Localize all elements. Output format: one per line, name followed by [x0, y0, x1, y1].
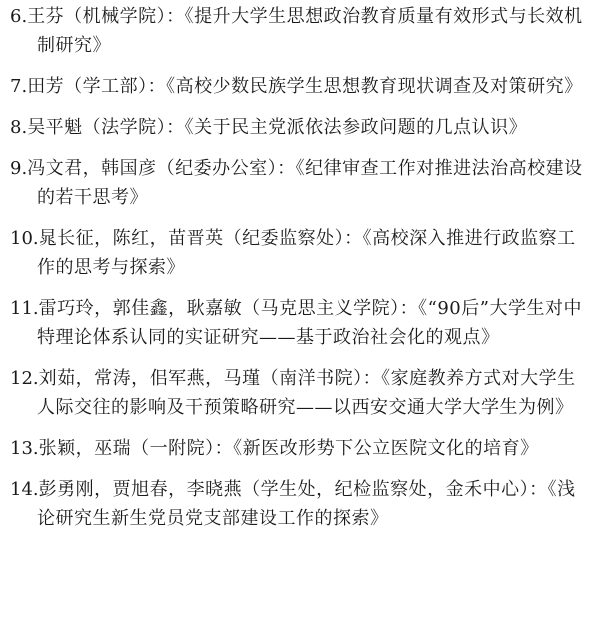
list-item — [10, 475, 594, 533]
list-item — [10, 154, 594, 212]
item-number: 10. — [10, 228, 39, 249]
item-number: 12. — [10, 368, 39, 389]
item-text: 张颖，巫瑞（一附院）：《新医改形势下公立医院文化的培育》 — [38, 438, 539, 459]
item-text: 王芬（机械学院）：《提升大学生思想政治教育质量有效形式与长效机制研究》 — [27, 6, 583, 56]
item-text: 田芳（学工部）：《高校少数民族学生思想教育现状调查及对策研究》 — [27, 76, 583, 97]
list-item — [10, 434, 594, 463]
list-item — [10, 224, 594, 282]
list-item — [10, 364, 594, 422]
item-text: 吴平魁（法学院）：《关于民主党派依法参政问题的几点认识》 — [27, 117, 528, 138]
item-text: 晁长征，陈红，苗晋英（纪委监察处）：《高校深入推进行政监察工作的思考与探索》 — [37, 228, 576, 278]
item-number: 6. — [10, 6, 28, 27]
item-number: 11. — [10, 298, 39, 319]
item-number: 7. — [10, 76, 28, 97]
document-list — [10, 2, 594, 545]
item-text: 冯文君，韩国彦（纪委办公室）：《纪律审查工作对推进法治高校建设的若干思考》 — [27, 158, 583, 208]
item-number: 13. — [10, 438, 39, 459]
item-number: 9. — [10, 158, 28, 179]
list-item — [10, 113, 594, 142]
item-text: 刘茹，常涛，佀军燕，马瑾（南洋书院）：《家庭教养方式对大学生人际交往的影响及干预策略研究——以西安交通大学大学生为例》 — [37, 368, 576, 418]
item-number: 14. — [10, 479, 39, 500]
item-number: 8. — [10, 117, 28, 138]
item-text: 雷巧玲，郭佳鑫，耿嘉敏（马克思主义学院）：《“90后”大学生对中特理论体系认同的实证研究——基于政治社会化的观点》 — [37, 298, 582, 348]
item-text: 彭勇刚，贾旭春，李晓燕（学生处，纪检监察处，金禾中心）：《浅论研究生新生党员党支部建设工作的探索》 — [37, 479, 576, 529]
list-item — [10, 2, 594, 60]
list-item — [10, 294, 594, 352]
list-item — [10, 72, 594, 101]
